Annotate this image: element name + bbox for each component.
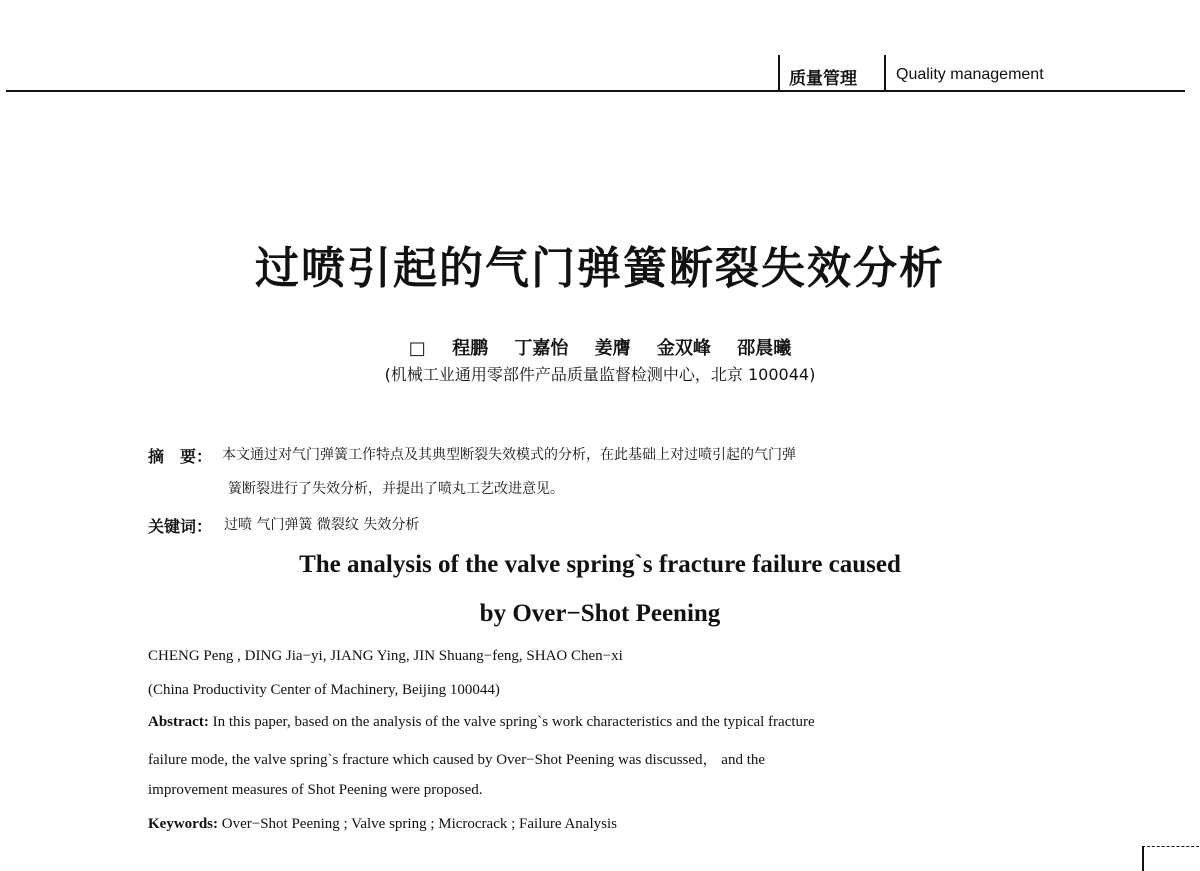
- header-separator-left: [778, 55, 780, 91]
- abstract-en-line: [148, 714, 815, 731]
- header-separator-right: [884, 55, 886, 91]
- abstract-zh-line: 簧断裂进行了失效分析，并提出了喷丸工艺改进意见。: [228, 481, 564, 497]
- author-name: 邵晨曦: [737, 338, 792, 359]
- abstract-en-line: improvement measures of Shot Peening were proposed.: [148, 782, 483, 798]
- abstract-zh-label: 摘 要：: [148, 447, 213, 466]
- affiliation-zh: (机械工业通用零部件产品质量监督检测中心，北京 100044): [384, 365, 816, 384]
- author-marker: □: [408, 338, 426, 359]
- abstract-en-line: failure mode, the valve spring`s fracture which caused by Over−Shot Peening was discussed， and the: [148, 752, 766, 768]
- author-name: 丁嘉怡: [514, 338, 569, 359]
- author-name: 姜膺: [594, 338, 631, 359]
- affiliation-en: (China Productivity Center of Machinery, Beijing 100044): [148, 682, 500, 698]
- keywords-zh-label: 关键词：: [148, 517, 213, 536]
- author-list-en: CHENG Peng , DING Jia−yi, JIANG Ying, JIN Shuang−feng, SHAO Chen−xi: [148, 648, 623, 664]
- paper-title-zh: 过喷引起的气门弹簧断裂失效分析: [255, 243, 945, 294]
- keywords-en-line: [148, 816, 617, 833]
- section-title-zh: 质量管理: [789, 69, 857, 89]
- keywords-zh: 过喷 气门弹簧 微裂纹 失效分析: [224, 517, 420, 533]
- paper-title-en-line2: by Over−Shot Peening: [479, 600, 721, 627]
- abstract-en-text: In this paper, based on the analysis of the valve spring`s work characteristics and the typical fracture: [208, 714, 815, 730]
- section-title-en: Quality management: [896, 66, 1044, 83]
- keywords-en-text: Over−Shot Peening ; Valve spring ; Microcrack ; Failure Analysis: [218, 816, 617, 832]
- keywords-en-label: Keywords:: [148, 816, 218, 832]
- author-name: 金双峰: [656, 338, 711, 359]
- abstract-zh-line: 本文通过对气门弹簧工作特点及其典型断裂失效模式的分析，在此基础上对过喷引起的气门弹: [222, 447, 796, 463]
- page-corner-mark: [1142, 846, 1200, 871]
- author-list-zh: [0, 334, 1200, 360]
- abstract-en-label: Abstract:: [148, 714, 209, 730]
- author-name: 程鹏: [452, 338, 489, 359]
- paper-title-en-line1: The analysis of the valve spring`s fracture failure caused: [299, 551, 901, 578]
- header-rule: [6, 90, 1185, 92]
